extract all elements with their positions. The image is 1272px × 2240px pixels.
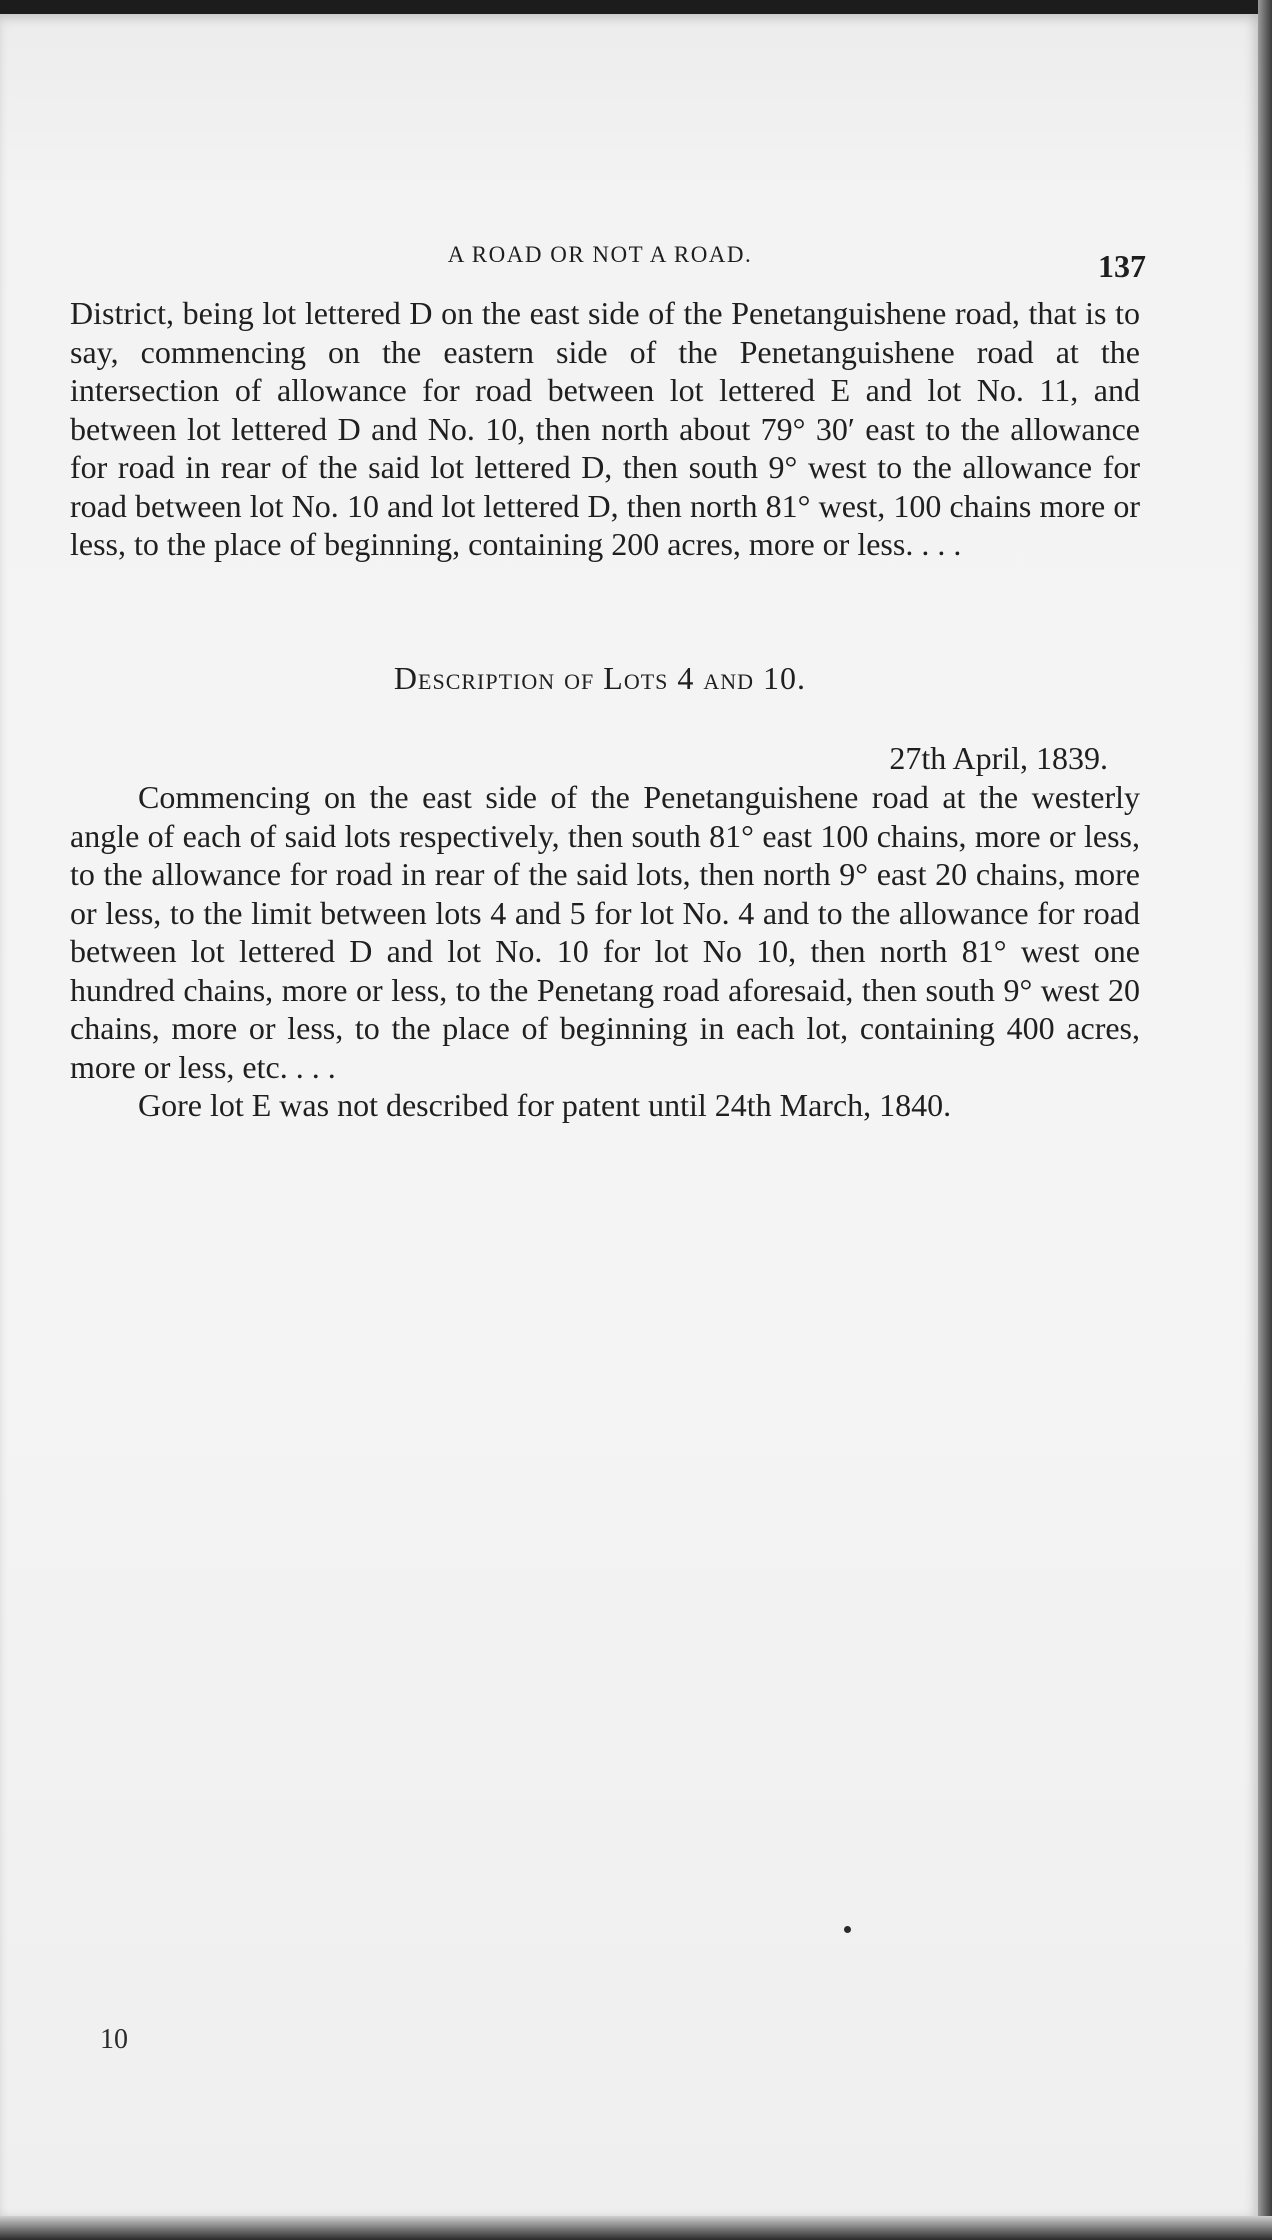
page-number: 137 <box>1098 248 1146 284</box>
ink-speck <box>844 1926 851 1933</box>
description-paragraphs <box>70 778 1140 1125</box>
running-title: A ROAD OR NOT A ROAD. <box>447 242 753 267</box>
scan-edge-right <box>1258 0 1272 2240</box>
scan-edge-bottom <box>0 2216 1272 2240</box>
signature-mark: 10 <box>100 2024 128 2055</box>
continued-paragraph <box>70 294 1140 564</box>
paragraph-text: District, being lot lettered D on the east side of the Penetanguishene road, that is to say, commencing on the eastern side of the Penetanguishene road at the intersection of allowance for road between lot lettered E and lot No. 11, and between lot lettered D and No. 10, then north about 79° 30′ east to the allowance for road in rear of the said lot lettered D, then south 9° west to the allowance for road between lot No. 10 and lot lettered D, then north 81° west, 100 chains more or less, to the place of beginning, containing 200 acres, more or less. . . . <box>70 295 1140 562</box>
date-line: 27th April, 1839. <box>889 740 1108 776</box>
paragraph-text: Commencing on the east side of the Penetanguishene road at the westerly angle of each of said lots respectively, then south 81° east 100 chains, more or less, to the allowance for road in rear of the said lots, then north 9° east 20 chains, more or less, to the limit between lots 4 and 5 for lot No. 4 and to the allowance for road between lot lettered D and lot No. 10 for lot No 10, then north 81° west one hundred chains, more or less, to the Penetang road aforesaid, then south 9° west 20 chains, more or less, to the place of beginning in each lot, containing 400 acres, more or less, etc. . . . <box>70 779 1140 1085</box>
section-heading: Description of Lots 4 and 10. <box>393 660 807 696</box>
book-page <box>0 14 1258 2216</box>
paragraph-text: Gore lot E was not described for patent until 24th March, 1840. <box>138 1087 952 1123</box>
